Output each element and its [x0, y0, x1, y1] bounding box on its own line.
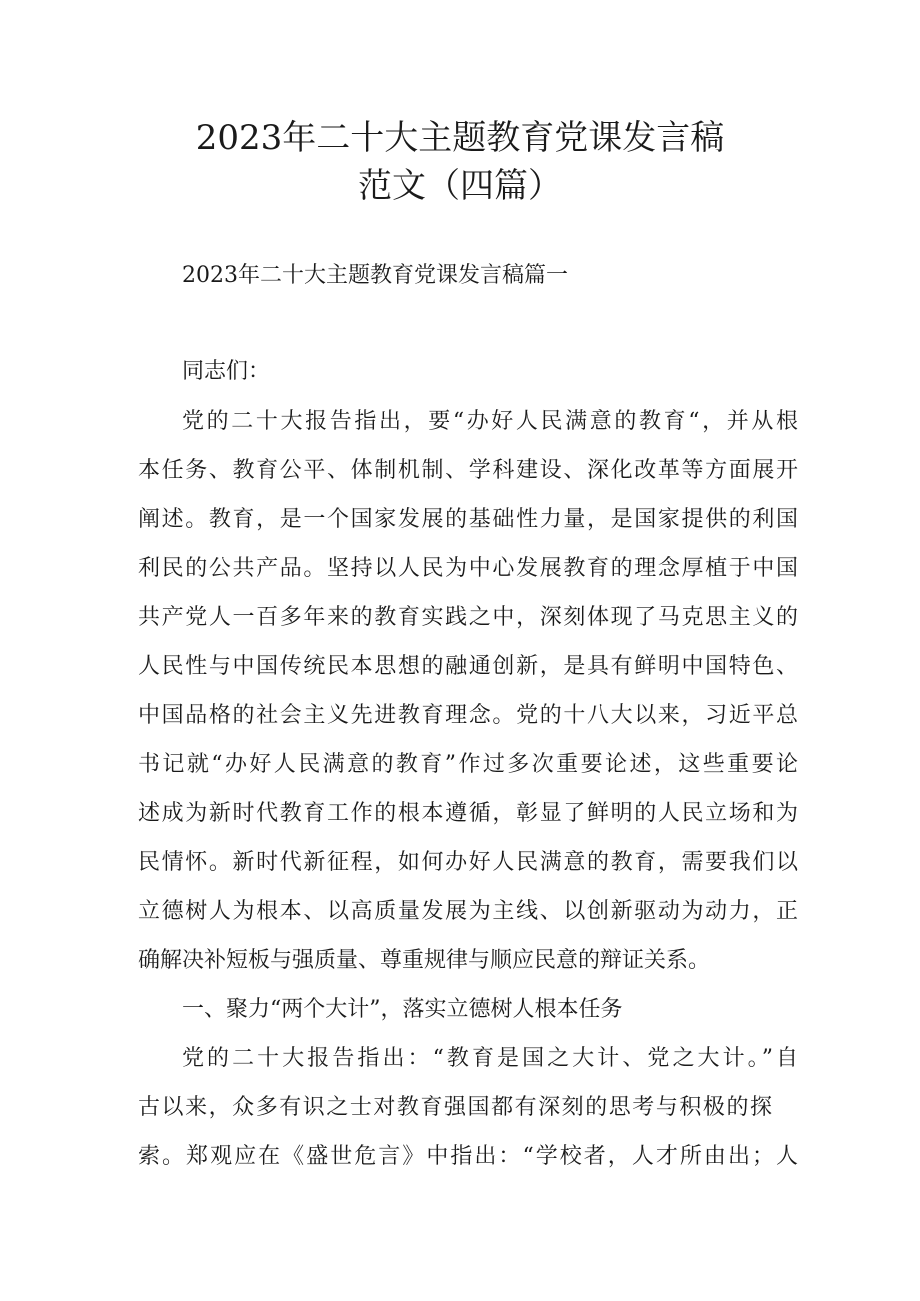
salutation: 同志们： — [182, 359, 271, 384]
body-line: 书记就“办好人民满意的教育”作过多次重要论述，这些重要论 — [138, 752, 798, 777]
body-line: 人民性与中国传统民本思想的融通创新，是具有鲜明中国特色、 — [138, 654, 798, 679]
body-line: 阐述。教育，是一个国家发展的基础性力量，是国家提供的利国 — [138, 507, 798, 532]
body-line: 古以来，众多有识之士对教育强国都有深刻的思考与积极的探 — [138, 1095, 772, 1120]
body-line: 党的二十大报告指出，要“办好人民满意的教育“，并从根 — [182, 409, 798, 434]
body-line: 述成为新时代教育工作的根本遵循，彰显了鲜明的人民立场和为 — [138, 801, 798, 826]
body-line: 确解决补短板与强质量、尊重规律与顺应民意的辩证关系。 — [138, 948, 711, 973]
body-line: 索。郑观应在《盛世危言》中指出：“学校者，人才所由出；人 — [138, 1144, 798, 1169]
body-line: 利民的公共产品。坚持以人民为中心发展教育的理念厚植于中国 — [138, 556, 798, 581]
document-title-line-1: 2023年二十大主题教育党课发言稿 — [195, 118, 725, 158]
body-line: 立德树人为根本、以高质量发展为主线、以创新驱动为动力，正 — [138, 899, 798, 924]
subsection-heading: 一、聚力“两个大计”，落实立德树人根本任务 — [182, 997, 623, 1022]
body-line: 中国品格的社会主义先进教育理念。党的十八大以来，习近平总 — [138, 703, 798, 728]
body-line: 民情怀。新时代新征程，如何办好人民满意的教育，需要我们以 — [138, 850, 798, 875]
document-title-line-2: 范文（四篇） — [358, 166, 562, 206]
body-line: 党的二十大报告指出：“教育是国之大计、党之大计。”自 — [182, 1046, 798, 1071]
section-heading: 2023年二十大主题教育党课发言稿篇一 — [182, 263, 568, 288]
body-line: 本任务、教育公平、体制机制、学科建设、深化改革等方面展开 — [138, 458, 798, 483]
body-line: 共产党人一百多年来的教育实践之中，深刻体现了马克思主义的 — [138, 605, 798, 630]
